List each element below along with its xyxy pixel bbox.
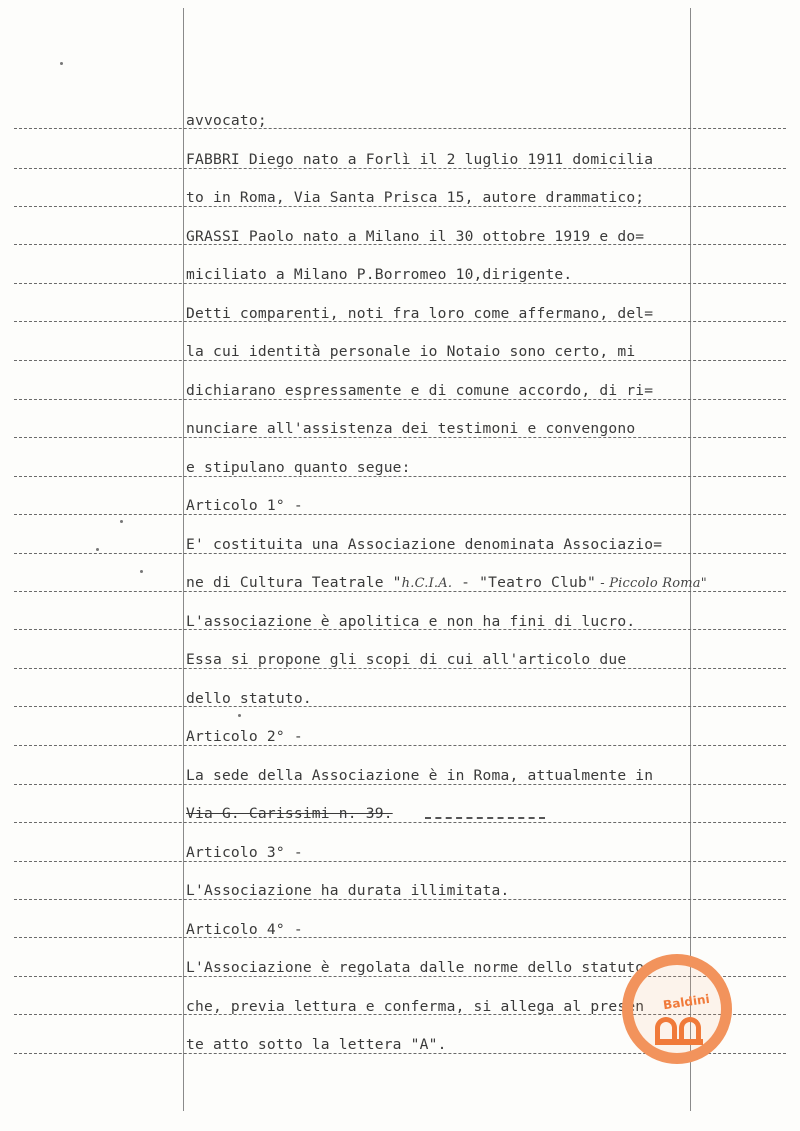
ruled-line — [14, 553, 786, 554]
text-line: E' costituita una Associazione denominata Associazio= — [186, 536, 663, 553]
text-line: la cui identità personale io Notaio sono certo, mi — [186, 343, 636, 360]
text-line: to in Roma, Via Santa Prisca 15, autore drammatico; — [186, 189, 645, 206]
typed-part: ne di Cultura Teatrale " — [186, 574, 402, 591]
ruled-line — [14, 399, 786, 400]
handwritten-insert: - Piccolo Roma" — [595, 576, 707, 591]
scan-speck — [96, 548, 99, 551]
ruled-line — [14, 168, 786, 169]
text-line: FABBRI Diego nato a Forlì il 2 luglio 1911 domicilia — [186, 151, 654, 168]
typed-part: - "Teatro Club" — [452, 574, 596, 591]
ruled-line — [14, 822, 786, 823]
ruled-line — [14, 360, 786, 361]
text-line: Detti comparenti, noti fra loro come affermano, del= — [186, 305, 654, 322]
article-heading: Articolo 2° - — [186, 728, 303, 745]
ruled-line — [14, 283, 786, 284]
stamp-text: Baldini — [662, 991, 711, 1013]
scan-speck — [120, 520, 123, 523]
text-line: te atto sotto la lettera "A". — [186, 1036, 447, 1053]
text-line: avvocato; — [186, 112, 267, 129]
text-line: GRASSI Paolo nato a Milano il 30 ottobre 1919 e do= — [186, 228, 645, 245]
ruled-line — [14, 899, 786, 900]
text-line: che, previa lettura e conferma, si allega al presen — [186, 998, 645, 1015]
ruled-line — [14, 476, 786, 477]
article-heading: Articolo 1° - — [186, 497, 303, 514]
text-line: nunciare all'assistenza dei testimoni e convengono — [186, 420, 636, 437]
ruled-line — [14, 861, 786, 862]
text-line: Essa si propone gli scopi di cui all'articolo due — [186, 651, 627, 668]
text-line: dello statuto. — [186, 690, 312, 707]
text-line: L'Associazione ha durata illimitata. — [186, 882, 510, 899]
left-margin-rule — [183, 8, 184, 1111]
handwritten-insert: h.C.I.A. — [401, 576, 453, 591]
stamp-logo-icon — [655, 1011, 703, 1045]
library-stamp — [622, 954, 732, 1064]
scan-speck — [238, 714, 241, 717]
text-line: L'associazione è apolitica e non ha fini di lucro. — [186, 613, 636, 630]
right-margin-rule — [690, 8, 691, 1111]
ruled-line — [14, 514, 786, 515]
article-heading: Articolo 3° - — [186, 844, 303, 861]
ruled-line — [14, 591, 786, 592]
struck-text-line: Via G. Carissimi n. 39. — [186, 805, 393, 822]
text-line: La sede della Associazione è in Roma, attualmente in — [186, 767, 654, 784]
scan-speck — [60, 62, 63, 65]
text-line: dichiarano espressamente e di comune accordo, di ri= — [186, 382, 654, 399]
ruled-line — [14, 784, 786, 785]
ruled-line — [14, 706, 786, 707]
ruled-line — [14, 668, 786, 669]
text-line-with-handwriting — [186, 574, 707, 591]
text-line: e stipulano quanto segue: — [186, 459, 411, 476]
ruled-line — [14, 745, 786, 746]
ruled-line — [14, 206, 786, 207]
ruled-line — [14, 128, 786, 129]
scan-speck — [140, 570, 143, 573]
ruled-line — [14, 437, 786, 438]
filler-dashes — [425, 817, 545, 819]
text-line: miciliato a Milano P.Borromeo 10,dirigente. — [186, 266, 573, 283]
ruled-line — [14, 937, 786, 938]
article-heading: Articolo 4° - — [186, 921, 303, 938]
text-line: L'Associazione è regolata dalle norme dello statuto — [186, 959, 645, 976]
